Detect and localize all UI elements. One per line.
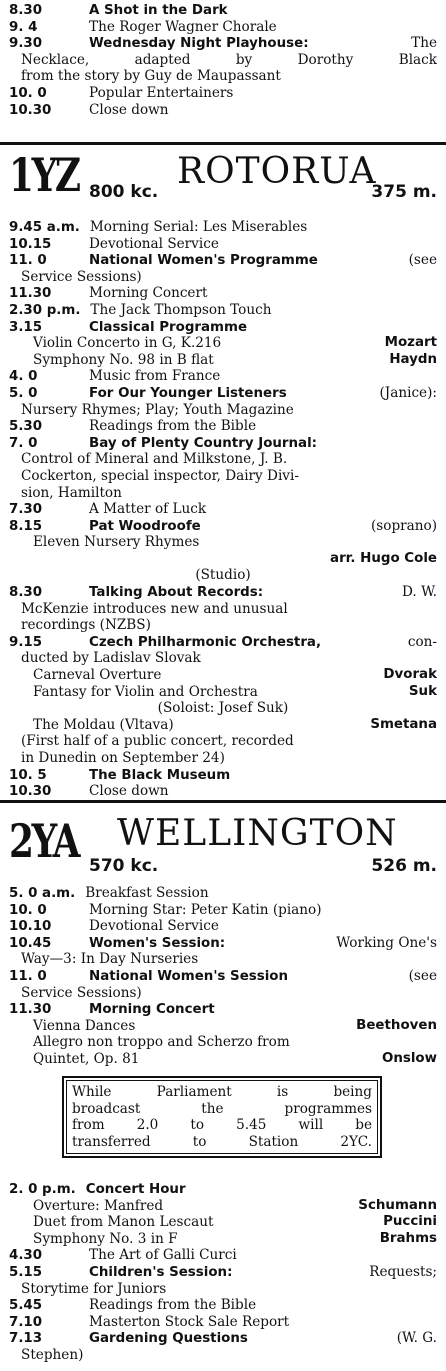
listing-time: 9. 4	[9, 19, 38, 35]
work-title: Overture: Manfred	[33, 1197, 164, 1214]
station-name: ROTORUA	[177, 151, 377, 192]
work-title: Allegro non troppo and Scherzo from	[33, 1034, 290, 1051]
listing-time: 8.15	[9, 518, 43, 534]
listing-title: A Shot in the Dark	[89, 3, 228, 18]
listing-line	[9, 968, 437, 985]
composer-name: Suk	[408, 683, 437, 699]
listing-line	[9, 418, 437, 435]
listing-line	[9, 1330, 437, 1347]
listing-title: Czech Philharmonic Orchestra,	[89, 634, 322, 650]
section-divider	[0, 800, 446, 803]
listing-text: Requests;	[369, 1263, 437, 1280]
listing-time: 8.30	[9, 585, 43, 601]
listing-text: The Art of Galli Curci	[89, 1247, 237, 1264]
work-title: Carneval Overture	[33, 667, 162, 684]
listing-note: (Soloist: Josef Suk)	[157, 700, 289, 717]
station-frequency: 570 kc.	[89, 856, 159, 876]
composer-name: Puccini	[383, 1214, 437, 1230]
listing-work-line	[9, 551, 437, 568]
listing-work-line	[9, 684, 437, 701]
listing-line	[9, 501, 437, 518]
listing-time: 10. 5	[9, 767, 47, 783]
listing-work-line	[9, 352, 437, 369]
listing-text: (see	[408, 967, 437, 984]
listing-text: Readings from the Bible	[89, 1297, 257, 1314]
listing-line	[9, 302, 437, 319]
listing-line	[9, 1001, 437, 1018]
listing-title: The Black Museum	[89, 767, 231, 783]
work-title: Quintet, Op. 81	[33, 1050, 140, 1067]
listing-time: 10.15	[9, 236, 52, 252]
listing-line	[9, 767, 437, 784]
listing-title: Women's Session:	[89, 935, 226, 951]
listing-cont: Storytime for Juniors	[21, 1280, 167, 1297]
listing-text: The Jack Thompson Touch	[90, 301, 272, 318]
listing-time: 11.30	[9, 286, 52, 302]
rotorua-programme	[9, 219, 437, 800]
listing-title: Wednesday Night Playhouse:	[89, 36, 309, 52]
parliament-notice	[62, 1076, 382, 1158]
listing-cont: in Dunedin on September 24)	[21, 750, 225, 766]
wellington-programme-afternoon	[9, 1181, 437, 1364]
listing-line	[9, 634, 437, 651]
listing-line	[9, 1181, 437, 1198]
listing-title: National Women's Programme	[89, 253, 318, 269]
listing-line	[9, 1264, 437, 1281]
listing-cont: Control of Mineral and Milkstone, J. B.	[21, 451, 288, 468]
listing-text: Devotional Service	[89, 918, 219, 935]
listing-line	[9, 385, 437, 402]
composer-name: Brahms	[379, 1230, 437, 1246]
station-header-rotorua	[9, 148, 437, 208]
listing-title: Concert Hour	[85, 1182, 186, 1197]
listing-time: 9.15	[9, 634, 43, 650]
listing-cont: Service Sessions)	[21, 268, 142, 285]
listing-work-line	[9, 1034, 437, 1051]
listing-cont: McKenzie introduces new and unusual	[21, 600, 288, 617]
listing-line	[9, 19, 437, 36]
listing-text: Music from France	[89, 368, 221, 385]
listing-cont: recordings (NZBS)	[21, 617, 151, 634]
listing-title: Morning Concert	[89, 1002, 215, 1018]
notice-line: transferred to Station 2YC.	[72, 1133, 372, 1150]
station-header-wellington	[9, 806, 437, 876]
listing-work-line	[9, 335, 437, 352]
listing-time: 5.15	[9, 1264, 43, 1280]
listing-text: Close down	[89, 783, 169, 800]
listing-time: 10. 0	[9, 902, 47, 918]
listing-work-line	[9, 1051, 437, 1068]
composer-name: Schumann	[358, 1197, 437, 1213]
listing-time: 5. 0 a.m.	[9, 886, 76, 901]
listing-text: Readings from the Bible	[89, 418, 257, 435]
notice-line: broadcast the programmes	[72, 1100, 372, 1117]
listing-line	[9, 1314, 437, 1331]
listing-work-line	[9, 1214, 437, 1231]
station-name: WELLINGTON	[117, 813, 398, 854]
listing-time: 5.45	[9, 1298, 43, 1314]
listing-text: D. W.	[402, 584, 437, 601]
listing-title: Pat Woodroofe	[89, 518, 201, 534]
listing-line	[9, 902, 437, 919]
listing-text: A Matter of Luck	[89, 501, 207, 518]
listing-line	[9, 584, 437, 601]
listing-line	[9, 885, 437, 902]
listing-title: Classical Programme	[89, 319, 248, 335]
listing-cont: Nursery Rhymes; Play; Youth Magazine	[21, 401, 294, 418]
listing-cont: (First half of a public concert, recorded	[21, 733, 294, 750]
work-title: Eleven Nursery Rhymes	[33, 534, 200, 551]
previous-station-tail	[9, 2, 437, 118]
listing-line	[9, 1297, 437, 1314]
listing-title: Bay of Plenty Country Journal:	[89, 435, 318, 451]
listing-text: Masterton Stock Sale Report	[89, 1313, 290, 1330]
listing-time: 3.15	[9, 319, 43, 335]
listing-time: 4.30	[9, 1248, 43, 1264]
composer-name: arr. Hugo Cole	[330, 550, 437, 566]
listing-time: 10.30	[9, 102, 52, 118]
work-title: Symphony No. 98 in B flat	[33, 351, 214, 368]
composer-name: Dvorak	[383, 667, 437, 683]
listing-text: The	[411, 35, 437, 52]
listing-title: Children's Session:	[89, 1264, 233, 1280]
listing-cont: Necklace, adapted by Dorothy Black	[21, 51, 437, 68]
listing-time: 4. 0	[9, 369, 38, 385]
listing-text: The Roger Wagner Chorale	[89, 18, 277, 35]
station-call-sign: 2YA	[9, 814, 79, 868]
work-title: Violin Concerto in G, K.216	[33, 335, 222, 352]
listing-time: 10. 0	[9, 85, 47, 101]
work-title: Duet from Manon Lescaut	[33, 1214, 214, 1231]
listing-line	[9, 219, 437, 236]
station-call-sign: 1YZ	[9, 148, 79, 202]
listing-title: Talking About Records:	[89, 585, 264, 601]
listing-line	[9, 435, 437, 452]
listing-text: (soprano)	[370, 517, 437, 534]
listing-work-line	[9, 534, 437, 551]
listing-work-line	[9, 1198, 437, 1215]
listing-time: 7.13	[9, 1331, 43, 1347]
listing-line	[9, 85, 437, 102]
listing-line	[9, 935, 437, 952]
listing-line	[9, 368, 437, 385]
listing-work-line	[9, 667, 437, 684]
composer-name: Beethoven	[356, 1017, 437, 1033]
listing-text: Morning Star: Peter Katin (piano)	[89, 901, 322, 918]
listing-line	[9, 2, 437, 19]
notice-line: While Parliament is being	[72, 1084, 372, 1100]
composer-name: Haydn	[389, 351, 437, 367]
wellington-programme	[9, 885, 437, 1068]
listing-text: (see	[408, 252, 437, 269]
listing-cont: sion, Hamilton	[21, 484, 122, 501]
listing-text: con-	[407, 633, 437, 650]
composer-name: Mozart	[384, 335, 437, 351]
listing-text: Devotional Service	[89, 235, 219, 252]
station-wavelength: 526 m.	[371, 856, 437, 876]
listing-title: National Women's Session	[89, 968, 289, 984]
listing-time: 7. 0	[9, 435, 38, 451]
listing-line	[9, 102, 437, 119]
work-title: Vienna Dances	[33, 1017, 136, 1034]
listing-work-line	[9, 717, 437, 734]
listing-text: (Janice):	[379, 384, 437, 401]
listing-time: 10.30	[9, 784, 52, 800]
listing-line	[9, 236, 437, 253]
listing-line	[9, 35, 437, 52]
listing-work-line	[9, 1018, 437, 1035]
station-wavelength: 375 m.	[371, 182, 437, 202]
listing-time: 7.30	[9, 502, 43, 518]
notice-line: from 2.0 to 5.45 will be	[72, 1117, 372, 1134]
listing-text: Morning Serial: Les Miserables	[89, 219, 308, 235]
listing-time: 2.30 p.m.	[9, 302, 81, 318]
listing-text: Popular Entertainers	[89, 84, 234, 101]
work-title: Fantasy for Violin and Orchestra	[33, 683, 258, 700]
listing-cont: from the story by Guy de Maupassant	[21, 68, 281, 85]
listing-text: Working One's	[336, 934, 437, 951]
listing-time: 8.30	[9, 3, 43, 18]
listing-time: 10.10	[9, 919, 52, 935]
listing-time: 7.10	[9, 1314, 43, 1330]
listing-text: Breakfast Session	[85, 885, 209, 901]
listing-time: 11. 0	[9, 968, 47, 984]
listing-line	[9, 518, 437, 535]
listing-time: 9.45 a.m.	[9, 220, 80, 235]
listing-line	[9, 783, 437, 800]
listing-line	[9, 1247, 437, 1264]
listing-line	[9, 319, 437, 336]
listing-note: (Studio)	[195, 567, 251, 584]
station-frequency: 800 kc.	[89, 182, 159, 202]
listing-text: Morning Concert	[89, 285, 208, 302]
listing-time: 11. 0	[9, 253, 47, 269]
listing-line	[9, 252, 437, 269]
composer-name: Smetana	[370, 716, 437, 732]
listing-work-line	[9, 1231, 437, 1248]
listing-cont: Service Sessions)	[21, 984, 142, 1001]
listing-line	[9, 918, 437, 935]
listing-cont: Cockerton, special inspector, Dairy Divi-	[21, 467, 299, 484]
listing-cont: Way—3: In Day Nurseries	[21, 951, 199, 968]
listing-time: 9.30	[9, 36, 43, 52]
listing-text: (W. G.	[396, 1330, 437, 1347]
listing-time: 10.45	[9, 935, 52, 951]
composer-name: Onslow	[381, 1050, 437, 1066]
work-title: The Moldau (Vltava)	[33, 716, 174, 733]
listing-cont: Stephen)	[21, 1346, 84, 1363]
section-divider	[0, 142, 446, 145]
listing-time: 2. 0 p.m.	[9, 1182, 76, 1197]
listing-line	[9, 285, 437, 302]
listing-text: Close down	[89, 101, 169, 118]
listing-time: 11.30	[9, 1002, 52, 1018]
listing-time: 5.30	[9, 419, 43, 435]
listing-time: 5. 0	[9, 385, 38, 401]
listing-title: Gardening Questions	[89, 1331, 248, 1347]
listing-title: For Our Younger Listeners	[89, 385, 287, 401]
work-title: Symphony No. 3 in F	[33, 1230, 178, 1247]
listing-cont: ducted by Ladislav Slovak	[21, 650, 201, 667]
